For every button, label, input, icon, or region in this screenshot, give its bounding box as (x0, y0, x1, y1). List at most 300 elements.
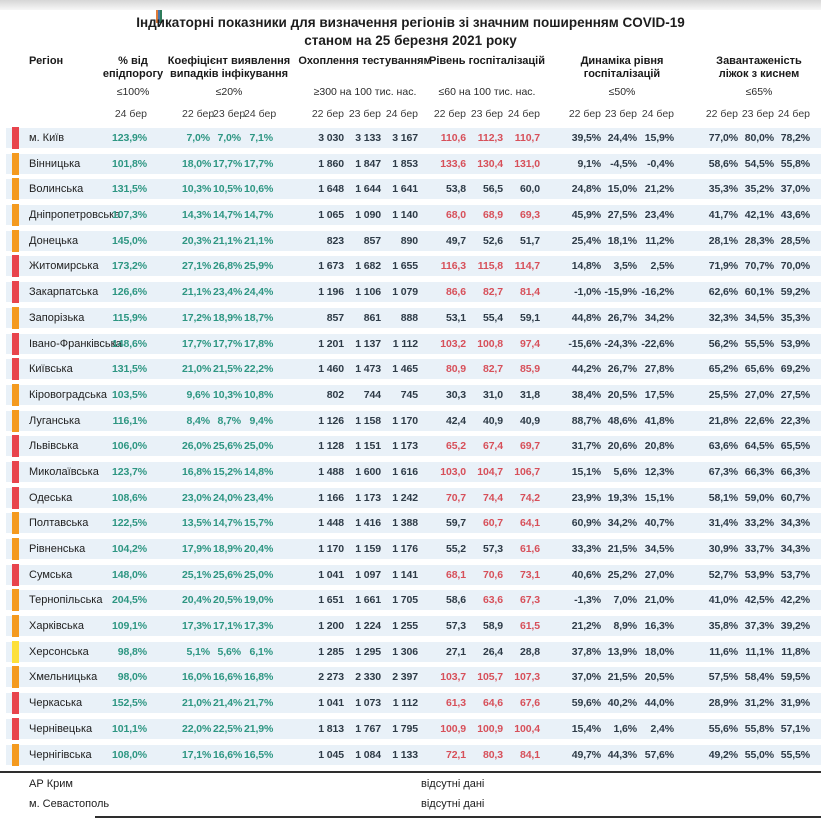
cell-testing-coverage: 1 682 (355, 260, 381, 273)
cell-detection-coefficient: 17,7% (213, 157, 243, 170)
cell-oxygen-bed-occupancy: 37,0% (780, 183, 810, 196)
cell-hospitalization-level: 97,4 (519, 337, 540, 350)
cell-oxygen-bed-occupancy: 28,9% (708, 697, 738, 710)
cell-hospitalization-level: 31,8 (519, 388, 540, 401)
cell-hospitalization-level: 110,6 (440, 132, 466, 144)
cell-detection-coefficient: 16,6% (213, 748, 243, 761)
cell-detection-coefficient: 25,0% (244, 568, 274, 581)
table-row (0, 462, 821, 482)
cell-testing-coverage: 1 097 (355, 568, 381, 581)
cell-hospitalization-level: 74,4 (482, 491, 503, 504)
cell-hospitalization-dynamics: 8,9% (613, 620, 637, 633)
cell-testing-coverage: 2 397 (392, 671, 418, 684)
table-row (0, 539, 821, 559)
cell-hospitalization-level: 67,4 (482, 440, 503, 453)
cell-oxygen-bed-occupancy: 55,8% (780, 157, 810, 170)
report-title (0, 14, 821, 50)
region-status-marker (12, 384, 19, 406)
cell-hospitalization-level: 82,7 (482, 363, 503, 376)
bottom-border-line (95, 816, 821, 818)
region-name: Житомирська (29, 260, 99, 273)
cell-hospitalization-dynamics: 21,5% (607, 671, 637, 684)
cell-testing-coverage: 2 273 (318, 671, 344, 684)
date-label: 24 бер (507, 108, 540, 120)
cell-oxygen-bed-occupancy: 42,1% (744, 209, 774, 222)
cell-oxygen-bed-occupancy: 55,5% (744, 337, 774, 350)
cell-oxygen-bed-occupancy: 33,7% (744, 543, 774, 555)
cell-testing-coverage: 1 200 (318, 620, 344, 633)
column-header-dyn: Динаміка рівня госпіталізацій (580, 55, 664, 80)
cell-oxygen-bed-occupancy: 71,9% (708, 260, 738, 273)
cell-testing-coverage: 1 860 (318, 157, 344, 170)
cell-hospitalization-dynamics: 21,0% (644, 594, 674, 607)
cell-hospitalization-dynamics: 2,4% (650, 722, 674, 735)
region-status-marker (12, 307, 19, 329)
cell-detection-coefficient: 21,5% (213, 363, 243, 376)
region-status-marker (12, 204, 19, 226)
cell-hospitalization-dynamics: 59,6% (571, 697, 601, 710)
threshold-test: ≥300 на 100 тис. нас. (313, 86, 417, 98)
cell-hospitalization-level: 69,7 (519, 440, 540, 453)
cell-detection-coefficient: 10,6% (244, 183, 274, 196)
cell-testing-coverage: 1 137 (355, 337, 381, 350)
cell-testing-coverage: 823 (326, 234, 344, 247)
cell-oxygen-bed-occupancy: 31,2% (744, 697, 774, 710)
table-row (0, 205, 821, 225)
cell-hospitalization-dynamics: 20,5% (644, 671, 674, 684)
region-name: Харківська (29, 620, 84, 633)
cell-hospitalization-dynamics: 26,7% (607, 311, 637, 324)
cell-hospitalization-level: 26,4 (482, 645, 503, 658)
cell-hospitalization-level: 59,7 (445, 517, 466, 530)
cell-oxygen-bed-occupancy: 11,1% (745, 645, 774, 658)
region-name: Херсонська (29, 645, 89, 658)
cell-hospitalization-level: 114,7 (514, 260, 540, 273)
cell-hospitalization-level: 57,3 (445, 620, 466, 633)
cell-detection-coefficient: 10,3% (182, 183, 212, 196)
cell-detection-coefficient: 17,2% (182, 311, 212, 324)
region-name: Чернівецька (29, 722, 93, 735)
cell-pct-epidemic-threshold: 123,9% (111, 132, 147, 144)
table-row (0, 642, 821, 662)
date-label: 24 бер (244, 108, 277, 120)
table-row (0, 154, 821, 174)
region-name: Черкаська (29, 697, 83, 710)
cell-detection-coefficient: 19,0% (244, 594, 274, 607)
cell-testing-coverage: 1 448 (318, 517, 344, 530)
cell-oxygen-bed-occupancy: 42,5% (744, 594, 774, 607)
cell-hospitalization-level: 104,7 (477, 465, 503, 478)
cell-hospitalization-dynamics: 15,4% (571, 722, 601, 735)
cell-hospitalization-level: 65,2 (445, 440, 466, 453)
cell-oxygen-bed-occupancy: 35,2% (744, 183, 774, 196)
table-row-no-data (0, 778, 821, 790)
cell-hospitalization-level: 68,0 (445, 209, 466, 222)
cell-detection-coefficient: 25,0% (244, 440, 274, 453)
cell-oxygen-bed-occupancy: 28,5% (780, 234, 810, 247)
cell-detection-coefficient: 17,9% (182, 543, 212, 555)
cell-hospitalization-dynamics: 44,3% (607, 748, 637, 761)
cell-testing-coverage: 1 065 (318, 209, 344, 222)
region-name: Рівненська (29, 543, 86, 555)
cell-testing-coverage: 1 473 (355, 363, 381, 376)
covid-indicators-table-body (0, 128, 821, 770)
cell-oxygen-bed-occupancy: 43,6% (780, 209, 810, 222)
table-row (0, 256, 821, 276)
region-status-marker (12, 744, 19, 766)
cell-testing-coverage: 1 673 (318, 260, 344, 273)
table-row (0, 513, 821, 533)
cell-oxygen-bed-occupancy: 59,5% (780, 671, 810, 684)
cell-hospitalization-level: 27,1 (445, 645, 466, 658)
date-label: 24 бер (777, 108, 810, 120)
cell-hospitalization-level: 112,3 (477, 132, 503, 144)
table-row (0, 436, 821, 456)
cell-hospitalization-level: 115,8 (477, 260, 503, 273)
cell-hospitalization-dynamics: 25,2% (607, 568, 637, 581)
cell-oxygen-bed-occupancy: 35,8% (708, 620, 738, 633)
cell-hospitalization-dynamics: 23,9% (571, 491, 601, 504)
region-name: Київська (29, 363, 73, 376)
cell-pct-epidemic-threshold: 204,5% (111, 594, 147, 607)
cell-detection-coefficient: 25,6% (213, 440, 243, 453)
cell-oxygen-bed-occupancy: 30,9% (708, 543, 738, 555)
region-status-marker (12, 435, 19, 457)
region-name: Полтавська (29, 517, 89, 530)
region-name: Дніпропетровська (29, 209, 121, 222)
region-name: Луганська (29, 414, 81, 427)
region-name: м. Севастополь (29, 798, 110, 810)
dates-row (0, 108, 821, 120)
cell-hospitalization-level: 84,1 (519, 748, 540, 761)
cell-hospitalization-level: 105,7 (477, 671, 503, 684)
cell-oxygen-bed-occupancy: 34,3% (780, 543, 810, 555)
cell-oxygen-bed-occupancy: 77,0% (708, 132, 738, 144)
cell-testing-coverage: 861 (363, 311, 381, 324)
cell-hospitalization-dynamics: 20,6% (607, 440, 637, 453)
cell-detection-coefficient: 16,6% (213, 671, 243, 684)
cell-hospitalization-level: 58,9 (482, 620, 503, 633)
region-name: Вінницька (29, 157, 81, 170)
cell-pct-epidemic-threshold: 122,5% (111, 517, 147, 530)
cell-testing-coverage: 1 173 (355, 491, 381, 504)
cell-pct-epidemic-threshold: 126,6% (111, 286, 147, 299)
cell-testing-coverage: 1 084 (355, 748, 381, 761)
cell-detection-coefficient: 10,5% (213, 183, 243, 196)
cell-testing-coverage: 1 600 (355, 465, 381, 478)
cell-detection-coefficient: 7,0% (217, 132, 241, 144)
cell-hospitalization-dynamics: 12,3% (644, 465, 674, 478)
date-label: 22 бер (182, 108, 215, 120)
cell-hospitalization-dynamics: -15,9% (604, 286, 637, 299)
table-row (0, 745, 821, 765)
region-status-marker (12, 538, 19, 560)
cell-hospitalization-dynamics: 44,8% (571, 311, 601, 324)
cell-detection-coefficient: 14,3% (182, 209, 212, 222)
cell-pct-epidemic-threshold: 131,5% (111, 183, 147, 196)
table-row (0, 565, 821, 585)
region-name: Донецька (29, 234, 79, 247)
cell-pct-epidemic-threshold: 109,1% (111, 620, 147, 633)
cell-pct-epidemic-threshold: 145,0% (111, 234, 147, 247)
cell-testing-coverage: 1 073 (355, 697, 381, 710)
cell-detection-coefficient: 23,4% (244, 491, 274, 504)
cell-oxygen-bed-occupancy: 59,2% (780, 286, 810, 299)
cell-hospitalization-dynamics: 34,2% (607, 517, 637, 530)
cell-pct-epidemic-threshold: 98,8% (117, 645, 147, 658)
cell-oxygen-bed-occupancy: 49,2% (708, 748, 738, 761)
cell-pct-epidemic-threshold: 101,8% (111, 157, 147, 170)
cell-testing-coverage: 1 242 (392, 491, 418, 504)
cell-detection-coefficient: 8,7% (217, 414, 241, 427)
cell-pct-epidemic-threshold: 104,2% (111, 543, 147, 555)
cell-hospitalization-dynamics: 31,7% (571, 440, 601, 453)
cell-oxygen-bed-occupancy: 65,2% (708, 363, 738, 376)
cell-oxygen-bed-occupancy: 62,6% (708, 286, 738, 299)
cell-oxygen-bed-occupancy: 33,2% (744, 517, 774, 530)
no-data-note: відсутні дані (421, 778, 485, 790)
cell-hospitalization-level: 64,1 (519, 517, 540, 530)
cell-hospitalization-level: 68,9 (482, 209, 503, 222)
region-status-marker (12, 255, 19, 277)
table-row (0, 411, 821, 431)
cell-testing-coverage: 1 705 (392, 594, 418, 607)
cell-detection-coefficient: 21,0% (182, 697, 212, 710)
cell-testing-coverage: 1 813 (318, 722, 344, 735)
cell-oxygen-bed-occupancy: 55,0% (744, 748, 774, 761)
region-name: Запорізька (29, 311, 85, 324)
threshold-dyn: ≤50% (608, 86, 636, 98)
cell-hospitalization-level: 57,3 (482, 543, 503, 555)
window-top-strip (0, 0, 821, 10)
cell-hospitalization-level: 58,6 (445, 594, 466, 607)
cell-detection-coefficient: 16,8% (182, 465, 212, 478)
cell-oxygen-bed-occupancy: 58,4% (744, 671, 774, 684)
cell-hospitalization-dynamics: 14,8% (571, 260, 601, 273)
cell-detection-coefficient: 5,6% (217, 645, 241, 658)
region-name: Тернопільська (29, 594, 103, 607)
cell-testing-coverage: 1 112 (392, 697, 418, 710)
date-label: 22 бер (705, 108, 738, 120)
cell-hospitalization-dynamics: 27,8% (644, 363, 674, 376)
cell-hospitalization-level: 53,8 (445, 183, 466, 196)
cell-hospitalization-dynamics: 21,2% (644, 183, 674, 196)
column-header-test: Охоплення тестуванням (298, 55, 432, 67)
cell-detection-coefficient: 17,1% (182, 748, 212, 761)
cell-oxygen-bed-occupancy: 28,3% (744, 234, 774, 247)
region-name: м. Київ (29, 132, 65, 144)
region-status-marker (12, 487, 19, 509)
date-label: 23 бер (604, 108, 637, 120)
cell-testing-coverage: 1 460 (318, 363, 344, 376)
cell-hospitalization-dynamics: 21,2% (571, 620, 601, 633)
region-status-marker (12, 564, 19, 586)
cell-oxygen-bed-occupancy: 55,6% (708, 722, 738, 735)
cell-hospitalization-dynamics: 1,6% (613, 722, 637, 735)
table-row (0, 590, 821, 610)
cell-pct-epidemic-threshold: 98,0% (117, 671, 147, 684)
cell-testing-coverage: 1 847 (355, 157, 381, 170)
cell-detection-coefficient: 14,7% (213, 209, 243, 222)
cell-detection-coefficient: 21,1% (182, 286, 212, 299)
cell-testing-coverage: 745 (400, 388, 418, 401)
cell-oxygen-bed-occupancy: 54,5% (744, 157, 774, 170)
cell-hospitalization-level: 100,4 (514, 722, 540, 735)
region-name: Хмельницька (29, 671, 98, 684)
cell-testing-coverage: 1 644 (355, 183, 381, 196)
report-title-line1: Індикаторні показники для визначення регіонів зі значним поширенням COVID-19 (136, 15, 685, 30)
cell-detection-coefficient: 24,0% (213, 491, 243, 504)
cell-testing-coverage: 1 112 (392, 337, 418, 350)
cell-detection-coefficient: 25,1% (182, 568, 212, 581)
cell-hospitalization-dynamics: 15,0% (607, 183, 637, 196)
column-header-region: Регіон (29, 55, 64, 67)
date-label: 22 бер (568, 108, 601, 120)
cell-hospitalization-level: 61,3 (445, 697, 466, 710)
cell-testing-coverage: 1 655 (392, 260, 418, 273)
cell-detection-coefficient: 7,1% (249, 132, 273, 144)
cell-hospitalization-level: 60,0 (519, 183, 540, 196)
cell-oxygen-bed-occupancy: 11,6% (709, 645, 738, 658)
cell-testing-coverage: 1 224 (355, 620, 381, 633)
cell-testing-coverage: 1 488 (318, 465, 344, 478)
cell-testing-coverage: 1 196 (318, 286, 344, 299)
cell-hospitalization-dynamics: 2,5% (650, 260, 674, 273)
cell-hospitalization-dynamics: 3,5% (613, 260, 637, 273)
cell-testing-coverage: 1 041 (318, 568, 344, 581)
cell-testing-coverage: 1 767 (355, 722, 381, 735)
cell-hospitalization-level: 131,0 (514, 157, 540, 170)
region-name: Одеська (29, 491, 73, 504)
date-label: 23 бер (470, 108, 503, 120)
section-divider (0, 771, 821, 773)
cell-testing-coverage: 1 295 (355, 645, 381, 658)
cell-detection-coefficient: 21,4% (213, 697, 243, 710)
cell-hospitalization-level: 69,3 (519, 209, 540, 222)
cell-hospitalization-level: 64,6 (482, 697, 503, 710)
cell-oxygen-bed-occupancy: 35,3% (780, 311, 810, 324)
cell-hospitalization-dynamics: 26,7% (607, 363, 637, 376)
region-status-marker (12, 333, 19, 355)
region-status-marker (12, 153, 19, 175)
cell-hospitalization-level: 42,4 (445, 414, 466, 427)
cell-detection-coefficient: 5,1% (186, 645, 210, 658)
cell-testing-coverage: 1 201 (318, 337, 344, 350)
cell-hospitalization-level: 133,6 (440, 157, 466, 170)
cell-oxygen-bed-occupancy: 57,1% (780, 722, 810, 735)
cell-testing-coverage: 1 140 (392, 209, 418, 222)
cell-hospitalization-dynamics: -1,3% (574, 594, 601, 607)
cell-detection-coefficient: 15,2% (213, 465, 243, 478)
cell-testing-coverage: 1 285 (318, 645, 344, 658)
cell-hospitalization-level: 63,6 (482, 594, 503, 607)
cell-testing-coverage: 1 170 (318, 543, 344, 555)
cell-detection-coefficient: 20,5% (213, 594, 243, 607)
cell-testing-coverage: 2 330 (355, 671, 381, 684)
date-label: 22 бер (433, 108, 466, 120)
cell-hospitalization-dynamics: 37,8% (571, 645, 601, 658)
cell-testing-coverage: 1 158 (355, 414, 381, 427)
threshold-pct: ≤100% (116, 86, 150, 98)
cell-testing-coverage: 1 651 (318, 594, 344, 607)
cell-hospitalization-level: 116,3 (440, 260, 466, 273)
cell-oxygen-bed-occupancy: 27,0% (744, 388, 774, 401)
cell-detection-coefficient: 21,7% (244, 697, 274, 710)
cell-oxygen-bed-occupancy: 70,7% (744, 260, 774, 273)
cell-detection-coefficient: 10,8% (244, 388, 274, 401)
column-header-hosp: Рівень госпіталізацій (429, 55, 545, 67)
cell-oxygen-bed-occupancy: 41,0% (708, 594, 738, 607)
cell-hospitalization-level: 28,8 (519, 645, 540, 658)
cell-pct-epidemic-threshold: 108,0% (111, 748, 147, 761)
region-name: Львівська (29, 440, 79, 453)
cell-oxygen-bed-occupancy: 22,6% (744, 414, 774, 427)
column-header-bed: Завантаженість ліжок з киснем (716, 55, 802, 80)
region-name: Сумська (29, 568, 73, 581)
cell-testing-coverage: 1 641 (392, 183, 418, 196)
cell-detection-coefficient: 17,3% (244, 620, 274, 633)
cell-oxygen-bed-occupancy: 70,0% (780, 260, 810, 273)
cell-hospitalization-dynamics: -22,6% (641, 337, 674, 350)
cell-detection-coefficient: 14,7% (213, 517, 243, 530)
cell-hospitalization-dynamics: -24,3% (604, 337, 637, 350)
cell-detection-coefficient: 17,7% (182, 337, 212, 350)
cell-hospitalization-dynamics: 88,7% (571, 414, 601, 427)
cell-detection-coefficient: 18,9% (213, 311, 243, 324)
cell-detection-coefficient: 22,0% (182, 722, 212, 735)
cell-detection-coefficient: 20,4% (244, 543, 274, 555)
cell-hospitalization-dynamics: 39,5% (571, 132, 601, 144)
cell-detection-coefficient: 6,1% (249, 645, 273, 658)
cell-pct-epidemic-threshold: 115,9% (112, 311, 147, 324)
table-row (0, 693, 821, 713)
cell-oxygen-bed-occupancy: 69,2% (780, 363, 810, 376)
cell-detection-coefficient: 23,0% (182, 491, 212, 504)
cell-hospitalization-level: 100,9 (440, 722, 466, 735)
region-name: Кіровоградська (29, 388, 107, 401)
cell-testing-coverage: 857 (326, 311, 344, 324)
cell-hospitalization-level: 31,0 (482, 388, 503, 401)
cell-detection-coefficient: 8,4% (186, 414, 210, 427)
cell-detection-coefficient: 17,3% (182, 620, 212, 633)
date-label: 24 бер (114, 108, 147, 120)
cell-hospitalization-dynamics: 23,4% (644, 209, 674, 222)
cell-pct-epidemic-threshold: 103,5% (111, 388, 147, 401)
cell-oxygen-bed-occupancy: 66,3% (744, 465, 774, 478)
cell-hospitalization-dynamics: 11,2% (645, 234, 674, 247)
region-status-marker (12, 127, 19, 149)
cell-detection-coefficient: 24,4% (244, 286, 274, 299)
cell-hospitalization-dynamics: 24,8% (571, 183, 601, 196)
cell-detection-coefficient: 21,0% (182, 363, 212, 376)
cell-hospitalization-dynamics: 18,1% (607, 234, 637, 247)
table-row (0, 308, 821, 328)
cell-hospitalization-level: 103,7 (440, 671, 466, 684)
cell-hospitalization-level: 52,6 (482, 234, 503, 247)
cell-hospitalization-level: 30,3 (445, 388, 466, 401)
cell-hospitalization-dynamics: 45,9% (571, 209, 601, 222)
cell-testing-coverage: 1 159 (355, 543, 381, 555)
cell-hospitalization-level: 49,7 (445, 234, 466, 247)
cell-hospitalization-level: 103,2 (440, 337, 466, 350)
cell-hospitalization-level: 67,3 (519, 594, 540, 607)
cell-hospitalization-dynamics: 15,9% (644, 132, 674, 144)
cell-testing-coverage: 1 648 (318, 183, 344, 196)
region-name: Миколаївська (29, 465, 99, 478)
cell-oxygen-bed-occupancy: 80,0% (744, 132, 774, 144)
cell-testing-coverage: 1 041 (318, 697, 344, 710)
no-data-note: відсутні дані (421, 798, 485, 810)
